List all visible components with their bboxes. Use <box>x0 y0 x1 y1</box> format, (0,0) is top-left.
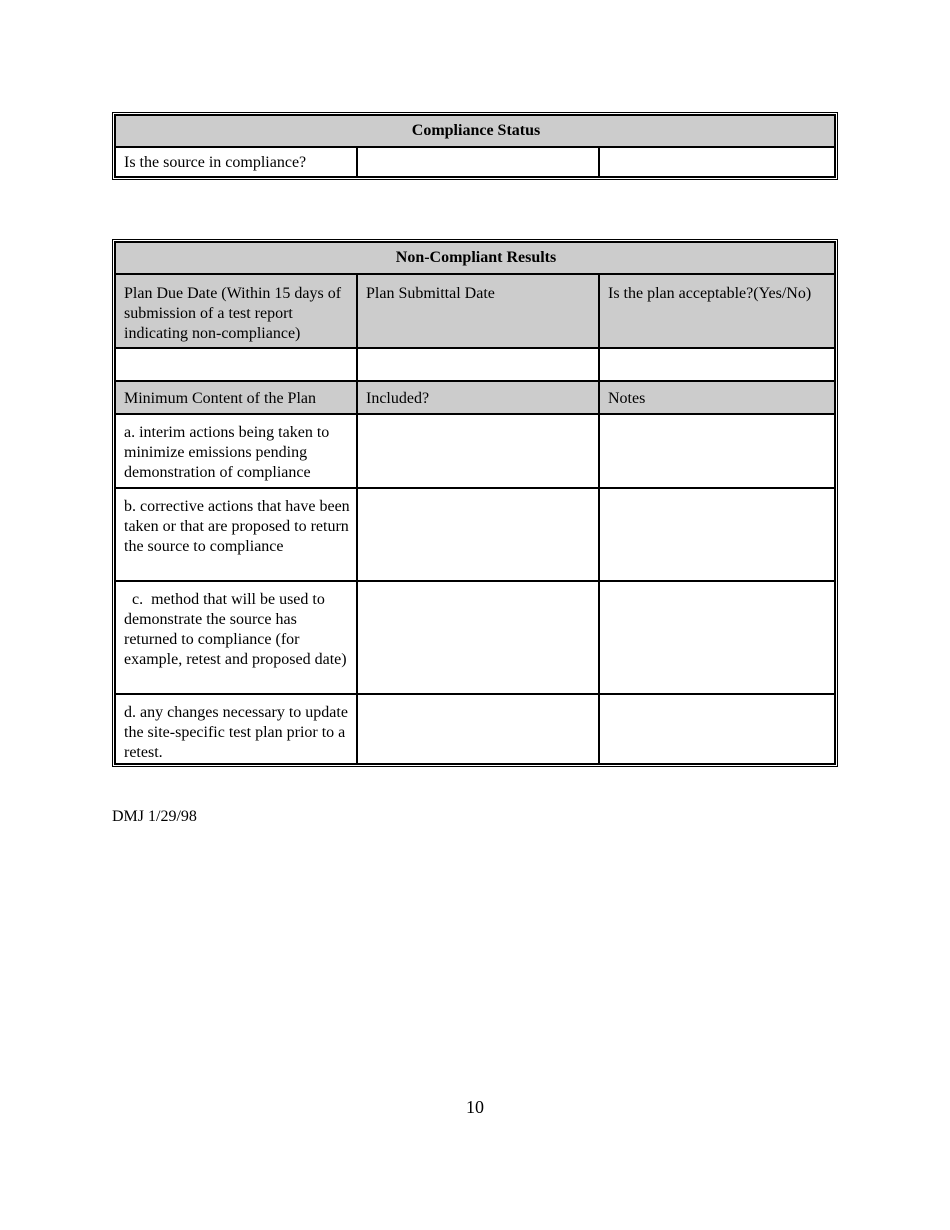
plan-item-a-label: a. interim actions being taken to minimize emissions pending demonstration of compliance <box>115 414 357 488</box>
plan-item-a-notes-cell[interactable] <box>599 414 835 488</box>
plan-item-d-notes-cell[interactable] <box>599 694 835 764</box>
plan-item-c-label: c. method that will be used to demonstrate the source has returned to compliance (for example, retest and proposed date) <box>115 581 357 694</box>
plan-submittal-date-header: Plan Submittal Date <box>357 274 599 348</box>
plan-item-b-notes-cell[interactable] <box>599 488 835 581</box>
notes-header: Notes <box>599 381 835 414</box>
plan-due-date-cell[interactable] <box>115 348 357 381</box>
author-date-note: DMJ 1/29/98 <box>112 808 197 825</box>
plan-item-c-notes-cell[interactable] <box>599 581 835 694</box>
plan-due-date-header: Plan Due Date (Within 15 days of submission of a test report indicating non-compliance) <box>115 274 357 348</box>
non-compliant-results-table <box>112 239 838 767</box>
minimum-content-header: Minimum Content of the Plan <box>115 381 357 414</box>
compliance-question-label: Is the source in compliance? <box>115 147 357 177</box>
plan-submittal-date-cell[interactable] <box>357 348 599 381</box>
plan-item-b-label: b. corrective actions that have been taken or that are proposed to return the source to compliance <box>115 488 357 581</box>
compliance-answer-cell-2[interactable] <box>599 147 835 177</box>
compliance-answer-cell-1[interactable] <box>357 147 599 177</box>
plan-item-b-included-cell[interactable] <box>357 488 599 581</box>
non-compliant-results-title: Non-Compliant Results <box>115 242 835 274</box>
plan-item-d-label: d. any changes necessary to update the site-specific test plan prior to a retest. <box>115 694 357 764</box>
compliance-status-title: Compliance Status <box>115 115 835 147</box>
plan-item-d-included-cell[interactable] <box>357 694 599 764</box>
plan-item-a-included-cell[interactable] <box>357 414 599 488</box>
plan-item-c-included-cell[interactable] <box>357 581 599 694</box>
page-number: 10 <box>466 1097 484 1117</box>
included-header: Included? <box>357 381 599 414</box>
compliance-status-table <box>112 112 838 180</box>
plan-acceptable-header: Is the plan acceptable?(Yes/No) <box>599 274 835 348</box>
plan-acceptable-cell[interactable] <box>599 348 835 381</box>
